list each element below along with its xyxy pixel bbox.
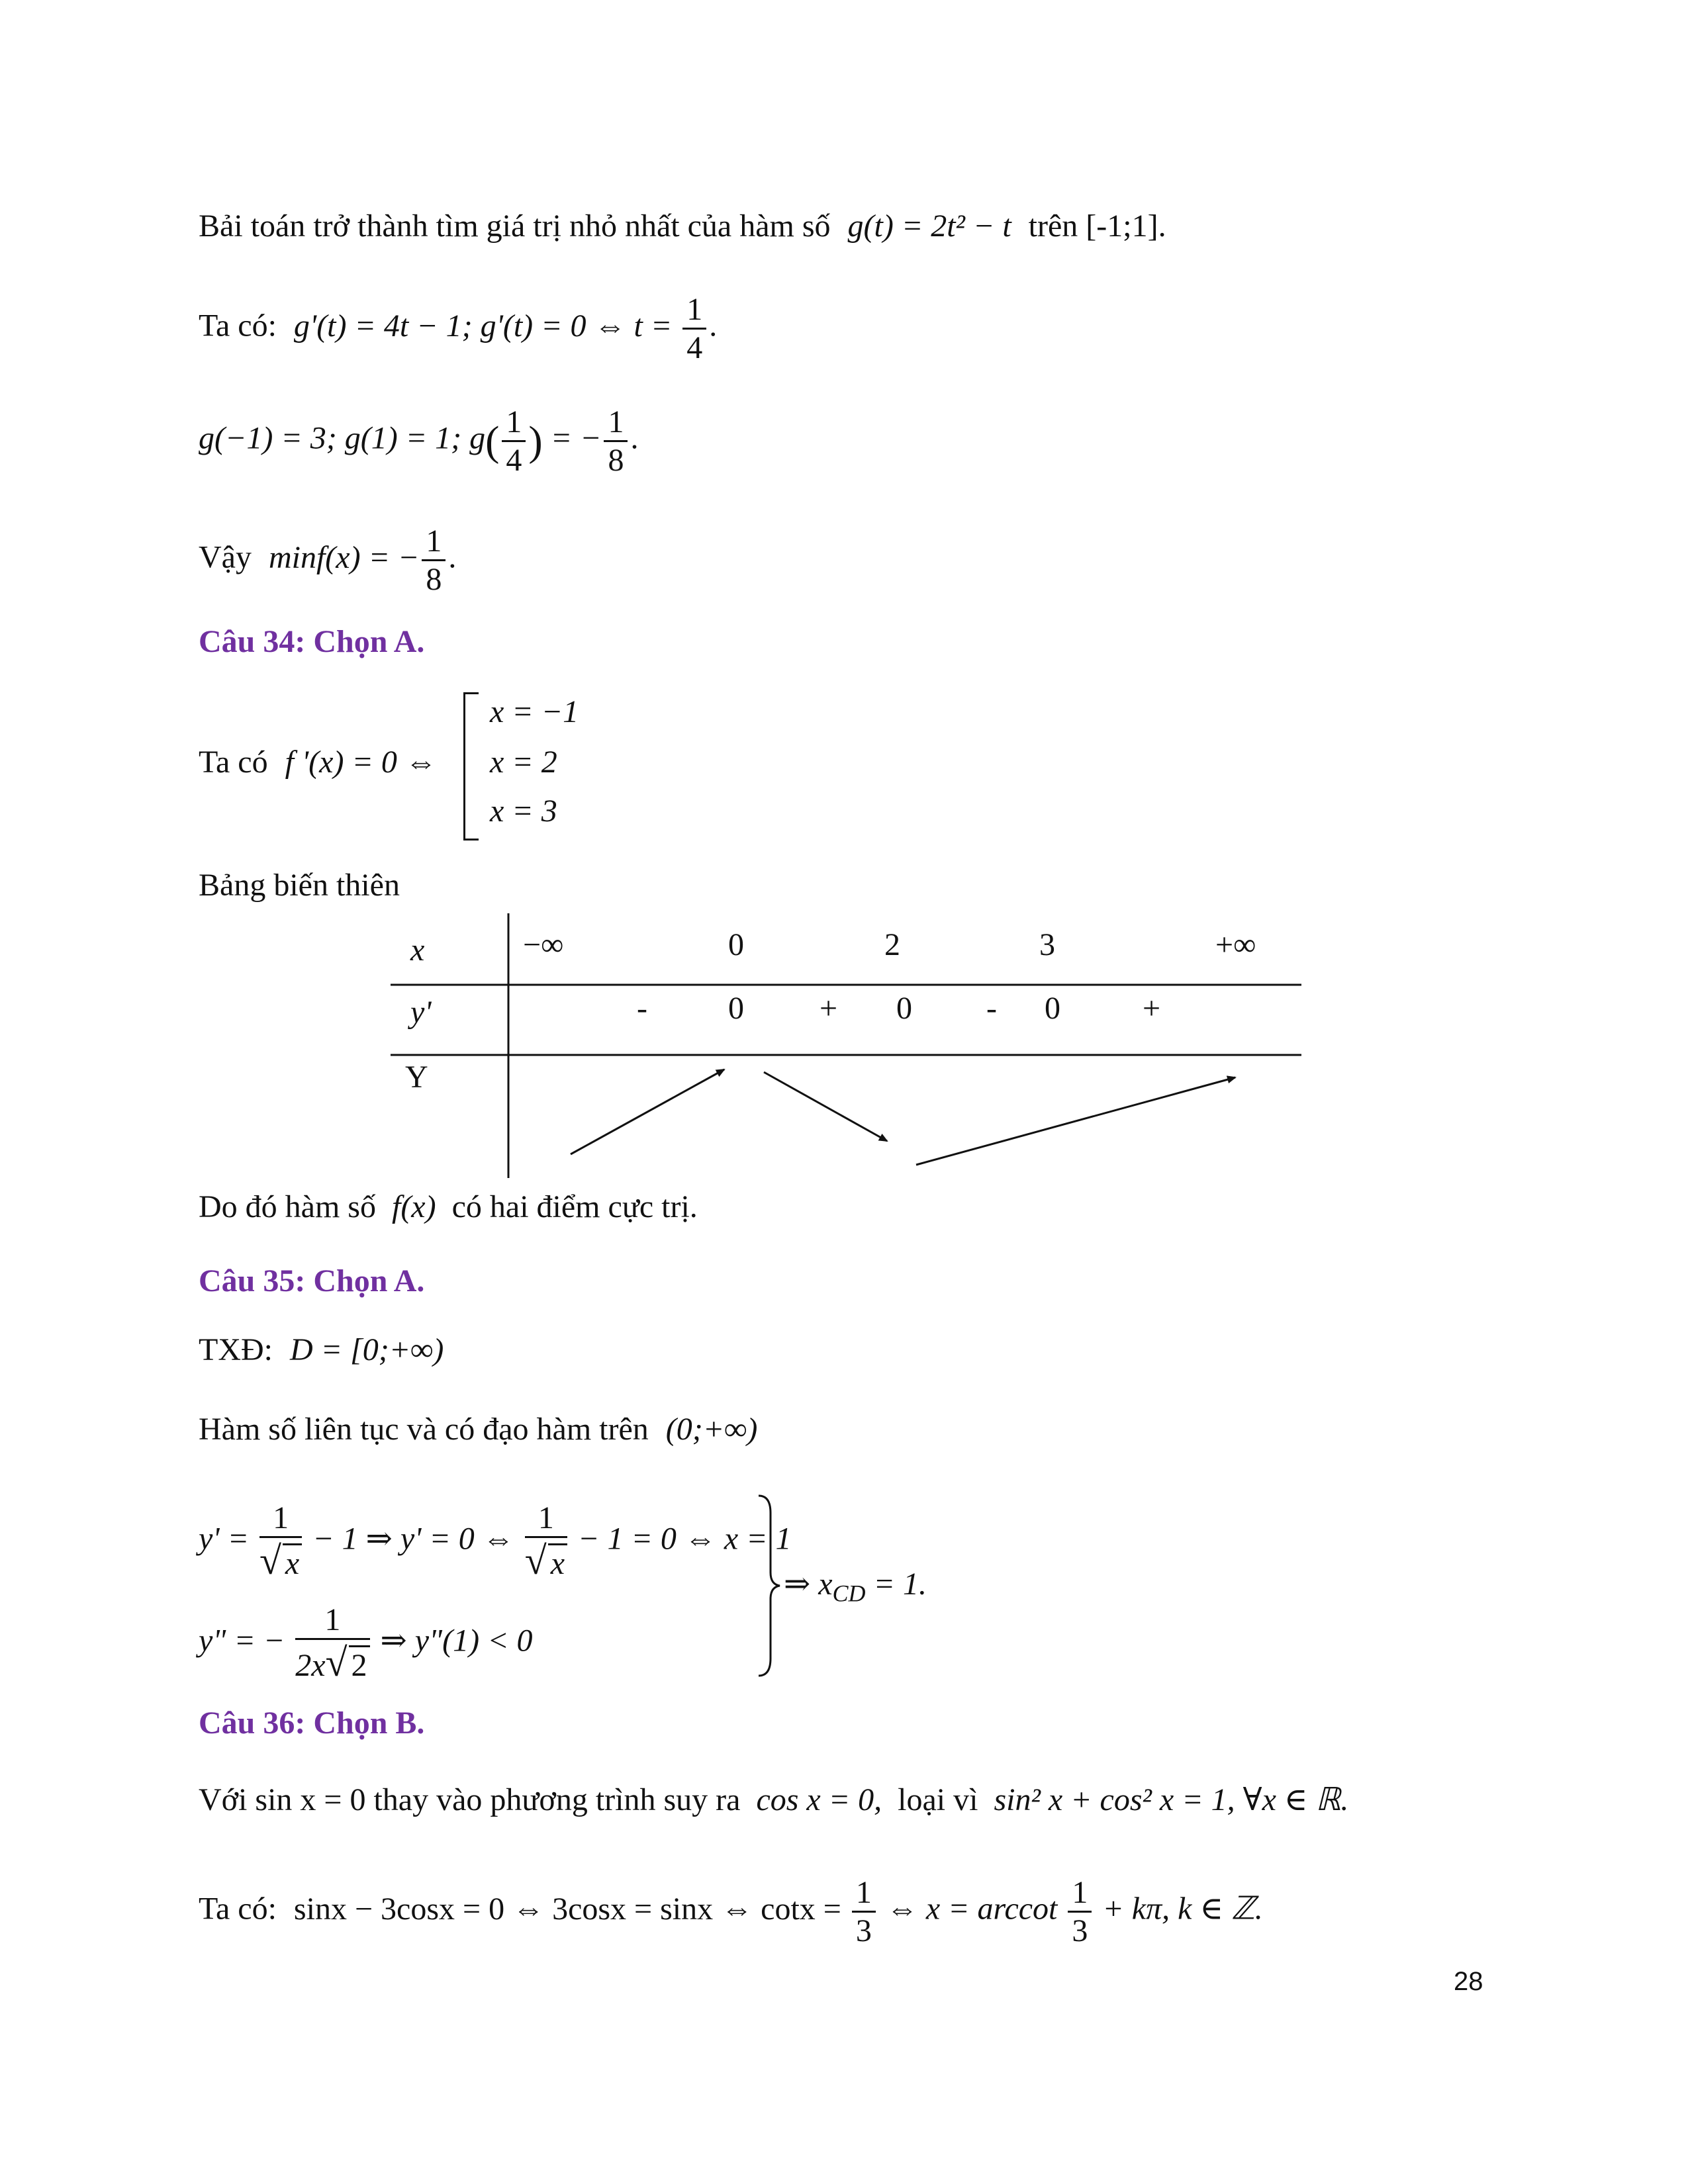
intro-line [199,210,1166,242]
continuity-line [199,1414,757,1445]
fraction-min: $\frac{1}{8}$ [422,523,445,598]
decrease-arrow [764,1072,887,1141]
y-prime-sign: - [637,991,647,1026]
f-prime-expression: f '(x) = 0 ⇔ [285,745,437,780]
conclusion-q34 [199,1191,698,1223]
x-value: 3 [1039,927,1055,962]
bang-bien-thien-label: Bảng biến thiên [199,868,400,903]
ta-co-q36: Ta có: [199,1891,277,1927]
eq-main: sinx − 3cosx = 0 ⇔ 3cosx = sinx ⇔ cotx = [293,1891,841,1927]
continuity-text: Hàm số liên tục và có đạo hàm trên [199,1412,649,1447]
x-value: +∞ [1215,927,1256,962]
minf-expression: minf(x) = − [268,539,420,575]
increase-arrow-2 [916,1077,1235,1165]
x-value: 2 [884,927,900,962]
y-prime-line [199,1500,792,1584]
fraction-one-over-sqrt-x: $\frac{1}{√ x}$ [259,1500,302,1584]
critical-point-conclusion [784,1569,927,1606]
y-prime-sign: 0 [728,991,744,1026]
identity-expression: sin² x + cos² x = 1, ∀x ∈ ℝ. [994,1782,1349,1817]
fraction-one-eighth: $\frac{1}{8}$ [604,404,628,478]
cot-line [199,1874,1263,1949]
intro-text: Bải toán trở thành tìm giá trị nhỏ nhất của hàm số [199,208,831,244]
interval-expression: (0;+∞) [665,1412,758,1447]
vay-label: Vậy [199,539,252,575]
x-value: −∞ [523,927,564,962]
g-prime-expression: g'(t) = 4t − 1; g'(t) = 0 ⇔ t = [293,308,673,343]
txd-label: TXĐ: [199,1332,273,1367]
fraction-one-third-2: $\frac{1}{3}$ [1068,1874,1092,1949]
eq-end: + kπ, k ∈ ℤ. [1102,1891,1263,1927]
y2-right: ⇒ y"(1) < 0 [380,1623,533,1659]
fraction-one-quarter-arg: $\frac{1}{4}$ [502,404,526,478]
cos-zero-expression: cos x = 0, [756,1782,882,1817]
ta-co-label: Ta có: [199,308,277,343]
y-prime-sign: + [820,991,838,1026]
y-prime-sign: - [986,991,997,1026]
sin-zero-line [199,1784,1348,1816]
y-prime-sign: 0 [896,991,912,1026]
sin-zero-text: Với sin x = 0 thay vào phương trình suy ra [199,1782,741,1817]
y-double-prime-line [199,1602,533,1686]
root-1: x = −1 [490,694,579,729]
heading-q35: Câu 35: Chọn A. [199,1263,425,1298]
fx-symbol: f(x) [391,1189,436,1224]
f-prime-line [199,747,437,778]
g-values-line: g(−1) = 3; g(1) = 1; g( $\frac{1}{4}$ ) = − $\frac{1}{8}$ . [199,404,639,478]
heading-q36: Câu 36: Chọn B. [199,1706,425,1741]
y1-left: y' = [199,1521,249,1557]
conclusion-arrow: ⇒ x [784,1567,833,1602]
eq-mid: ⇔ x = arccot [886,1891,1058,1927]
x-value: 0 [728,927,744,962]
ta-co-q34: Ta có [199,745,268,780]
g-values-eq: = − [550,420,602,456]
root-3: x = 3 [490,794,557,829]
conclusion-subscript: CD [832,1580,866,1607]
root-2: x = 2 [490,745,557,780]
fraction-one-quarter: $\frac{1}{4}$ [682,291,706,366]
row-label-y-prime: y' [410,995,432,1030]
y1-mid: − 1 ⇒ y' = 0 ⇔ [312,1521,514,1557]
y-prime-sign: 0 [1045,991,1060,1026]
conclusion-value: = 1. [873,1567,927,1602]
intro-range: trên [-1;1]. [1028,208,1166,244]
y-prime-sign: + [1143,991,1161,1026]
min-line: Vậy minf(x) = − $\frac{1}{8}$ . [199,523,457,598]
loai-vi-text: loại vì [898,1782,978,1817]
do-do-end: có hai điểm cực trị. [451,1189,698,1224]
row-label-y: Y [405,1060,428,1095]
g-prime-line: Ta có: g'(t) = 4t − 1; g'(t) = 0 ⇔ t = $\frac{1}{4}$ . [199,292,718,366]
heading-q34: Câu 34: Chọn A. [199,624,425,659]
domain-expression: D = [0;+∞) [289,1332,444,1367]
fraction-one-over-sqrt-x-2: $\frac{1}{√ x}$ [525,1500,567,1584]
y2-left: y" = − [199,1623,285,1659]
increase-arrow-1 [571,1069,724,1154]
variation-table-lines [0,913,1688,1191]
fraction-second-derivative: $\frac{1}{2x√ 2}$ [295,1602,369,1686]
fraction-one-third: $\frac{1}{3}$ [852,1874,876,1949]
g-values-expression: g(−1) = 3; g(1) = 1; g [199,420,486,456]
do-do-text: Do đó hàm số [199,1189,376,1224]
roots-bracket [463,692,479,841]
page-number: 28 [1454,1967,1483,1996]
y1-right: − 1 = 0 ⇔ x = 1 [578,1521,792,1557]
g-definition: g(t) = 2t² − t [847,208,1011,244]
row-label-x: x [410,933,425,968]
txd-line [199,1334,444,1366]
